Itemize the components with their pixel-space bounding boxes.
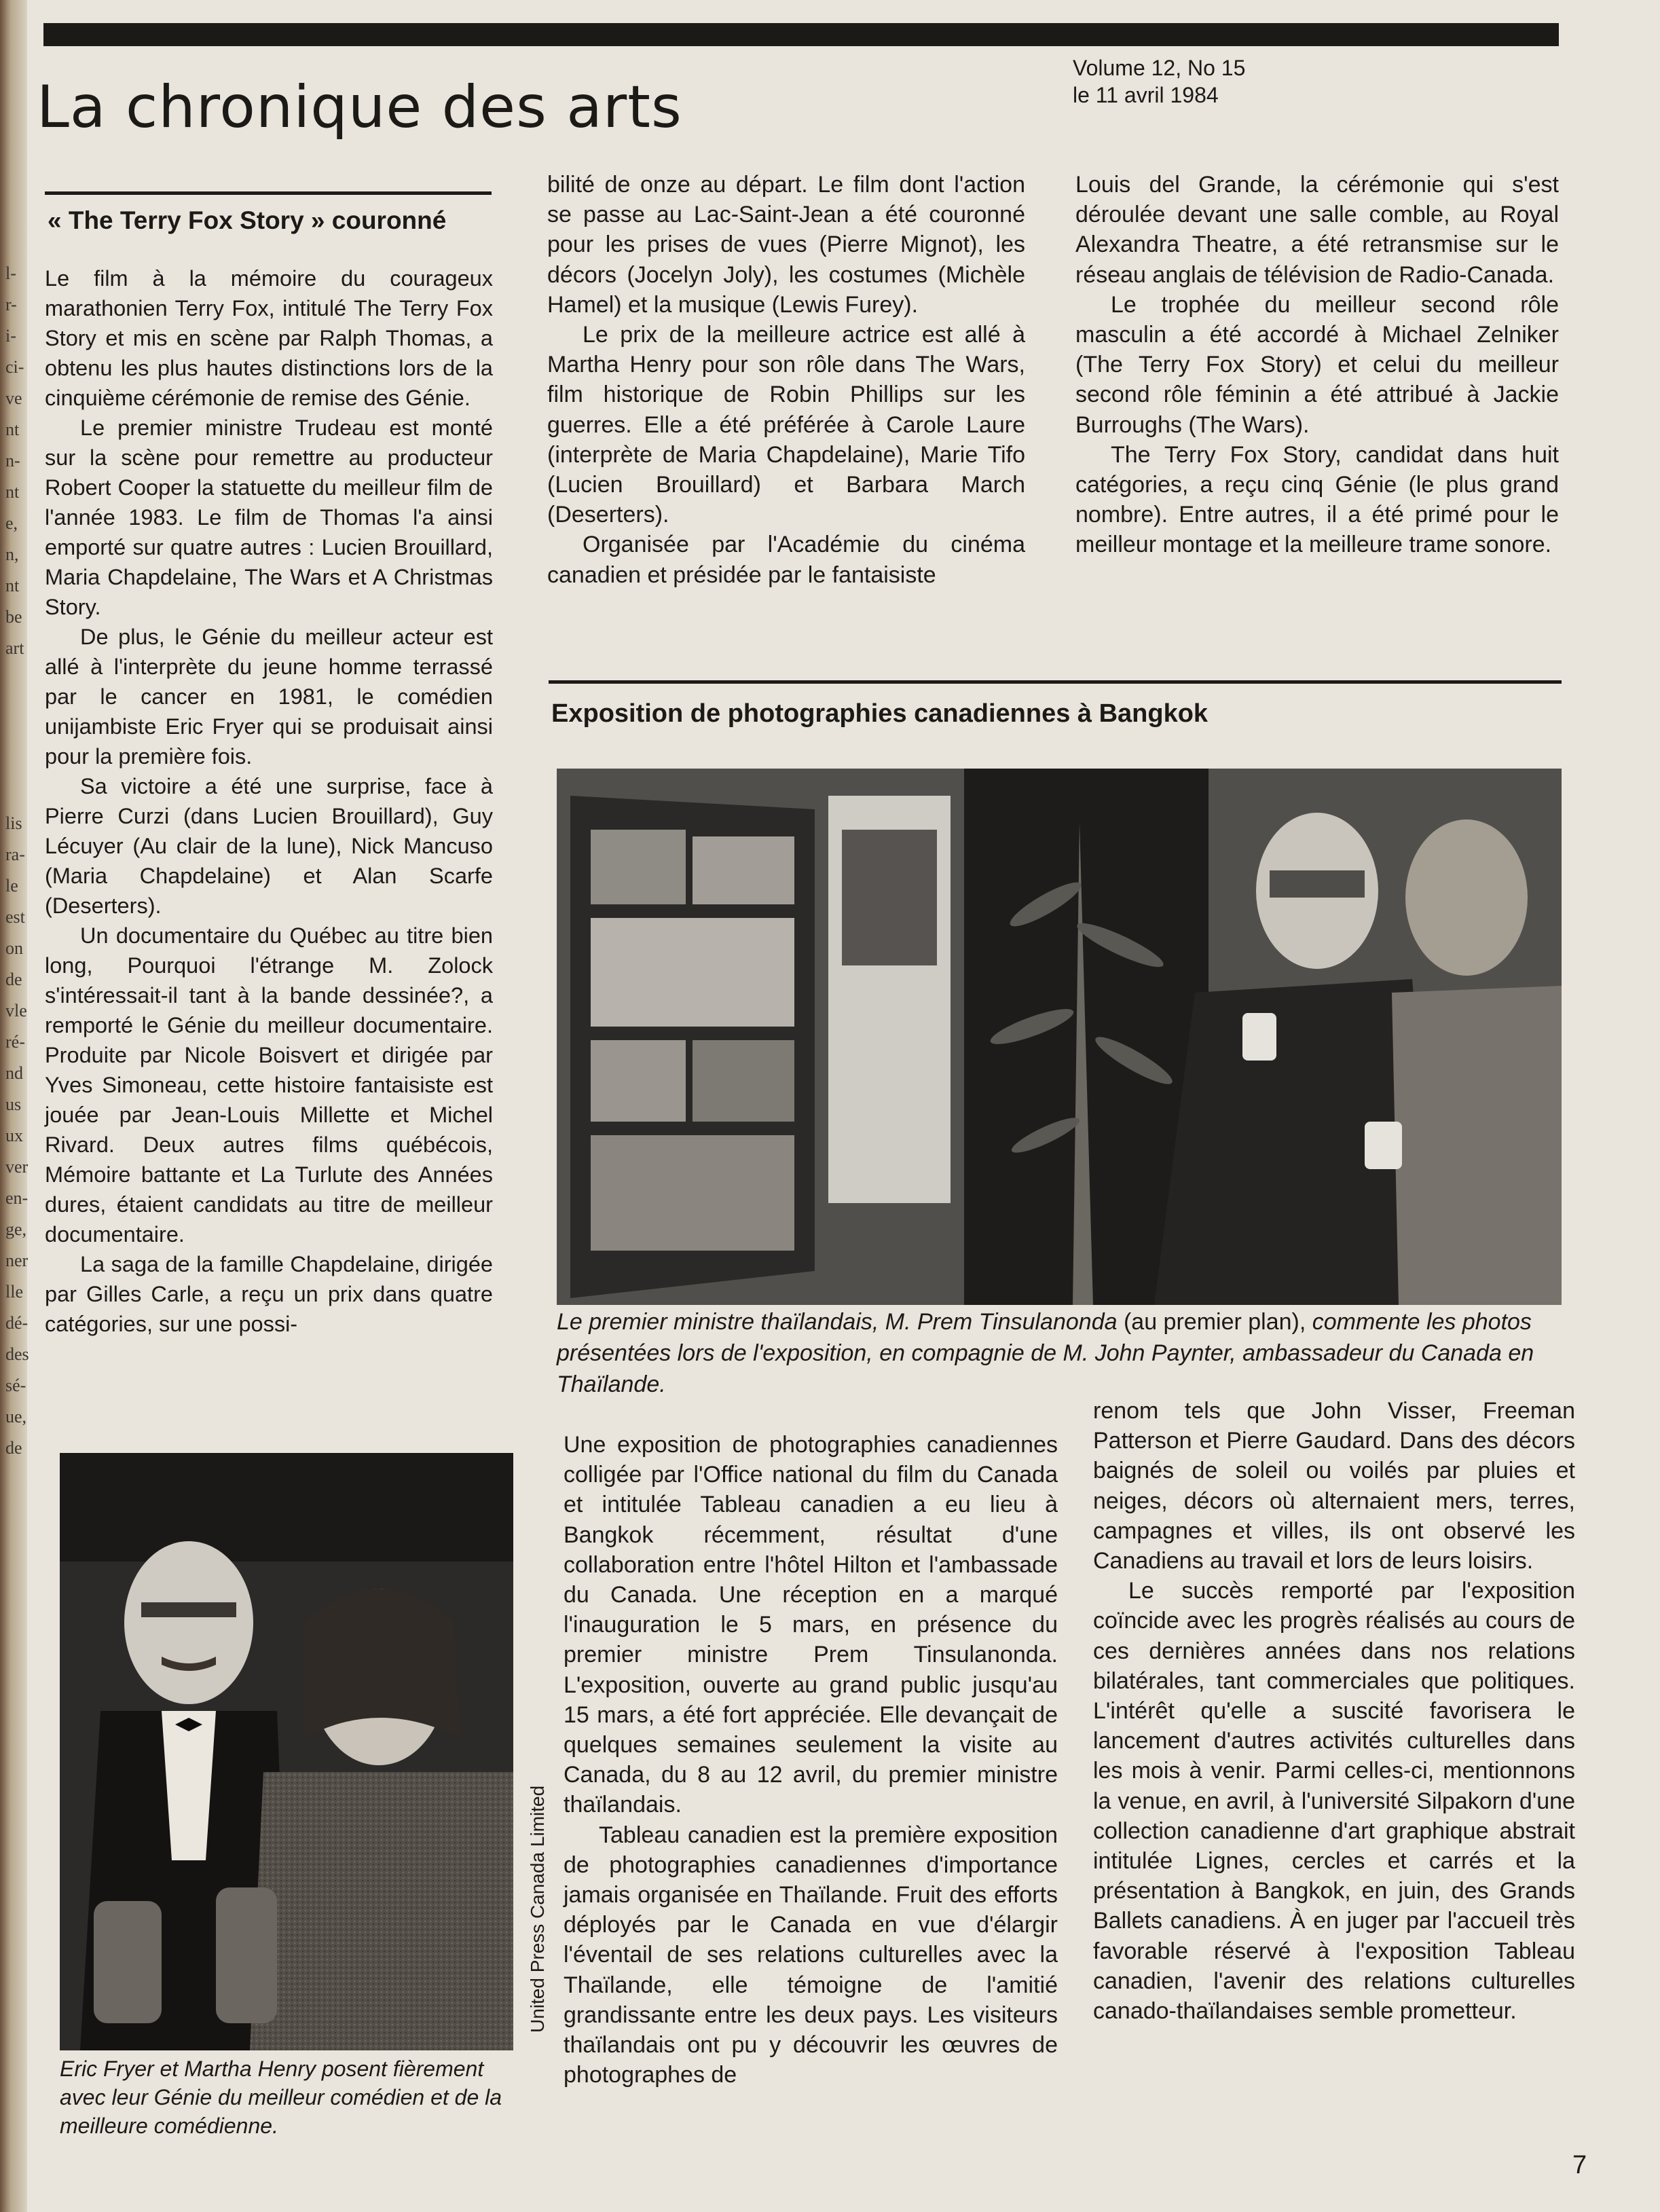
paragraph: Une exposition de photographies canadiennes colligée par l'Office national du film du Canada et intitulée Tableau canadien a eu lieu à Bangkok récemment, résultat d'une collaboration entre l'hôtel Hilton et l'ambassade du Canada. Une réception en a marqué l'inauguration le 5 mars, en présence du premier ministre Prem Tinsulanonda. L'exposition, ouverte au grand public jusqu'au 15 mars, a été fort appréciée. Elle devançait de quelques semaines seulement la visite au Canada, du 8 au 12 avril, du premier ministre thaïlandais. xyxy=(564,1432,1058,1818)
photo-genie-caption xyxy=(60,2054,535,2140)
caption-text-a: Le premier ministre thaïlandais, M. Prem Tinsulanonda xyxy=(557,1309,1118,1335)
page-number: 7 xyxy=(1572,2151,1587,2179)
paragraph: renom tels que John Visser, Freeman Patterson et Pierre Gaudard. Dans des décors baignés de soleil ou voilés par pluies et neiges, décors où alternaient mers, terres, campagnes et villes, ils ont observé les Canadiens au travail et lors de leurs loisirs. xyxy=(1093,1398,1575,1574)
paragraph: Le film à la mémoire du courageux marathonien Terry Fox, intitulé The Terry Fox Story et mis en scène par Ralph Thomas, a obtenu les plus hautes distinctions lors de la cinquième cérémonie de remise des Génie. xyxy=(45,266,493,410)
issue-volume: Volume 12, No 15 xyxy=(1073,56,1246,80)
paragraph: La saga de la famille Chapdelaine, dirigée par Gilles Carle, a reçu un prix dans quatre catégories, sur une possi- xyxy=(45,1252,493,1336)
caption-text: Eric Fryer et Martha Henry posent fièrement avec leur Génie du meilleur comédien et de la meilleure comédienne. xyxy=(60,2057,502,2138)
top-rule xyxy=(43,23,1559,46)
issue-date: le 11 avril 1984 xyxy=(1073,83,1219,107)
bleed-through-text-upper: l- r- i- ci- ve nt n- nt e, n, nt be art xyxy=(5,263,24,658)
article1-headline: « The Terry Fox Story » couronné xyxy=(48,206,447,234)
paragraph: bilité de onze au départ. Le film dont l'action se passe au Lac-Saint-Jean a été couronné pour les prises de vues (Pierre Mignot), les décors (Jocelyn Joly), les costumes (Michèle Hamel) et la musique (Lewis Furey). xyxy=(547,172,1025,318)
photo-genie-winners xyxy=(60,1453,513,2050)
issue-info xyxy=(1073,54,1245,109)
article2-column-2 xyxy=(1093,1396,1575,2026)
paragraph: Le succès remporté par l'exposition coïncide avec les progrès réalisés au cours de ces dernières années dans nos relations bilatérales, tant commerciales que politiques. L'intérêt qu'elle a suscité favorisera le lancement d'autres activités culturelles dans les mois à venir. Parmi celles-ci, mentionnons la venue, en avril, à l'université Silpakorn d'une collection canadienne d'art graphique abstrait intitulée Lignes, cercles et carrés et la présentation à Bangkok, en juin, des Grands Ballets canadiens. À en juger par l'accueil très favorable réservé à l'exposition Tableau canadien, l'avenir des relations culturelles canado-thaïlandaises semble prometteur. xyxy=(1093,1578,1575,2025)
paragraph: Le premier ministre Trudeau est monté sur la scène pour remettre au producteur Robert Cooper la statuette du meilleur film de l'année 1983. Le film de Thomas l'a ainsi emporté sur quatre autres : Lucien Brouillard, Maria Chapdelaine, The Wars et A Christmas Story. xyxy=(45,416,493,619)
article2-headline: Exposition de photographies canadiennes à Bangkok xyxy=(551,699,1209,728)
photo-bangkok-exhibition xyxy=(557,769,1562,1305)
article2-rule xyxy=(549,680,1562,684)
photo-genie-winners-image xyxy=(60,1453,513,2050)
bleed-through-text-lower: lis ra- le est on de vle ré- nd us ux ver en- ge, ner lle dé- des sé- ue, de xyxy=(5,813,29,1458)
paragraph: Tableau canadien est la première exposition de photographies canadiennes d'importance jamais organisée en Thaïlande. Fruit des efforts déployés par le Canada en vue d'élargir l'éventail de ses relations culturelles avec la Thaïlande, elle témoigne de l'amitié grandissante entre les deux pays. Les visiteurs thaïlandais ont pu y découvrir les œuvres de photographes de xyxy=(564,1822,1058,2088)
paragraph: Le prix de la meilleure actrice est allé à Martha Henry pour son rôle dans The Wars, film historique de Robin Phillips sur les guerres. Elle a été préférée à Carole Laure (interprète de Maria Chapdelaine), Marie Tifo (Lucien Brouillard) et Barbara March (Deserters). xyxy=(547,322,1025,528)
paragraph: Sa victoire a été une surprise, face à Pierre Curzi (dans Lucien Brouillard), Guy Lécuyer (Au clair de la lune), Nick Mancuso (Maria Chapdelaine) et Alan Scarfe (Deserters). xyxy=(45,774,493,918)
article1-column-3 xyxy=(1075,170,1559,560)
photo-bangkok-exhibition-image xyxy=(557,769,1562,1305)
article1-column-2 xyxy=(547,170,1025,590)
paragraph: The Terry Fox Story, candidat dans huit catégories, a reçu cinq Génie (le plus grand nombre). Entre autres, il a été primé pour le meilleur montage et la meilleure trame sonore. xyxy=(1075,441,1559,558)
paragraph: Un documentaire du Québec au titre bien long, Pourquoi l'étrange M. Zolock s'intéressait-il tant à la bande dessinée?, a remporté le Génie du meilleur documentaire. Produite par Nicole Boisvert et dirigée par Yves Simoneau, cette histoire fantaisiste est jouée par Jean-Louis Millette et Michel Rivard. Deux autres films québécois, Mémoire battante et La Turlute des Années dures, étaient candidats au titre de meilleur documentaire. xyxy=(45,923,493,1247)
article2-column-1 xyxy=(564,1430,1058,2090)
article1-column-1 xyxy=(45,263,493,1339)
photo-bangkok-caption xyxy=(557,1306,1568,1400)
caption-text-b: (au premier plan), xyxy=(1123,1309,1306,1335)
masthead: La chronique des arts xyxy=(37,73,682,141)
caption-text-c: commente les photos présentées lors de l'exposition, en compagnie de M. John Paynter, ambassadeur du Canada en Thaïlande. xyxy=(557,1309,1534,1397)
photo-credit: United Press Canada Limited xyxy=(527,1785,548,2033)
paragraph: Organisée par l'Académie du cinéma canadien et présidée par le fantaisiste xyxy=(547,532,1025,588)
article1-rule xyxy=(45,191,492,195)
paragraph: Le trophée du meilleur second rôle masculin a été accordé à Michael Zelniker (The Terry Fox Story) et celui du meilleur second rôle féminin a été attribué à Jackie Burroughs (The Wars). xyxy=(1075,291,1559,438)
paragraph: De plus, le Génie du meilleur acteur est allé à l'interprète du jeune homme terrassé par le cancer en 1981, le comédien unijambiste Eric Fryer qui se produisait ainsi pour la première fois. xyxy=(45,625,493,769)
paragraph: Louis del Grande, la cérémonie qui s'est déroulée devant une salle comble, au Royal Alexandra Theatre, a été retransmise sur le réseau anglais de télévision de Radio-Canada. xyxy=(1075,172,1559,288)
